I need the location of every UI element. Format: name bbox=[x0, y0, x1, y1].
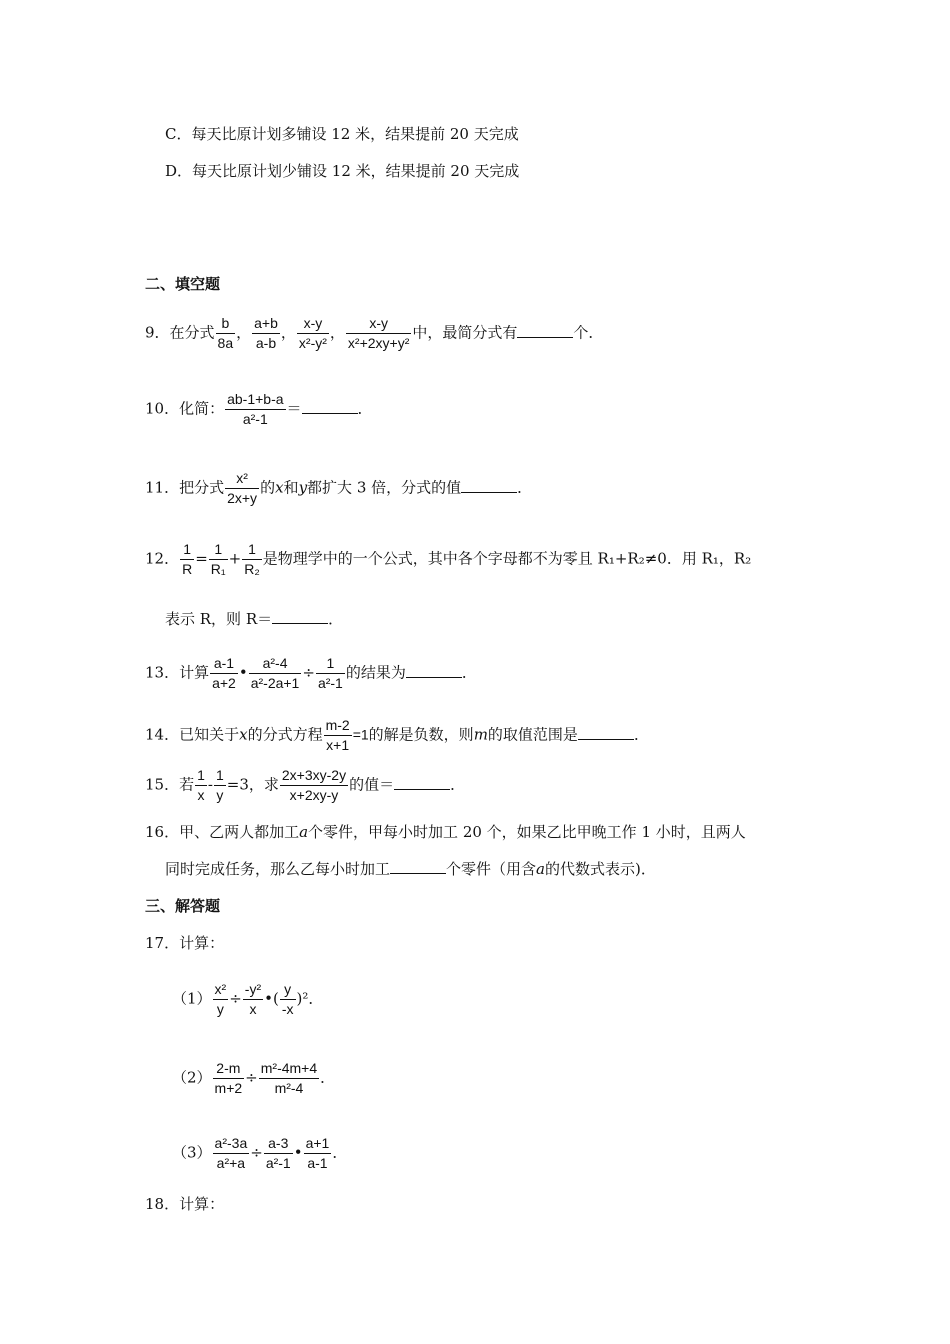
fraction: $\frac{x-y}{\text{x²+2xy+y²}}$ bbox=[347, 315, 410, 351]
question-17-title: 17．计算： bbox=[145, 934, 225, 952]
question-14: 14．已知关于x的分式方程 $\frac{m-2}{x+1}$ =1的解是负数，则m的取值范围是 ． bbox=[145, 717, 649, 753]
fraction: $\frac{\text{x²}}{2x+y}$ bbox=[227, 470, 258, 506]
fraction: $\frac{\text{a²-4}}{\text{a²-2a+1}}$ bbox=[250, 655, 300, 691]
fraction: $\frac{y}{-x}$ bbox=[281, 981, 294, 1017]
answer-blank bbox=[394, 775, 450, 790]
section-title-solve: 三、解答题 bbox=[145, 897, 221, 915]
question-12: 12． $\frac{1}{R}$ = $\frac{1}{\text{R₁}}$ + $\frac{1}{\text{R₂}}$ 是物理学中的一个公式，其中各个字母都不为零且 R₁+R₂≠0．用 R₁，R₂ bbox=[145, 541, 752, 577]
fraction: $\frac{\text{-y²}}{x}$ bbox=[244, 981, 262, 1017]
answer-blank bbox=[406, 663, 462, 678]
fraction: $\frac{a+1}{a-1}$ bbox=[305, 1135, 330, 1171]
option-d: D．每天比原计划少铺设 12 米，结果提前 20 天完成 bbox=[165, 162, 520, 180]
answer-blank bbox=[390, 859, 446, 874]
answer-blank bbox=[578, 725, 634, 740]
question-17-part-2: （2） $\frac{2-m}{m+2}$ ÷ $\frac{\text{m²-4m+4}}{\text{m²-4}}$ ． bbox=[172, 1060, 336, 1096]
option-c: C．每天比原计划多铺设 12 米，结果提前 20 天完成 bbox=[165, 125, 519, 143]
fraction: $\frac{x-y}{\text{x²-y²}}$ bbox=[298, 315, 327, 351]
fraction: $\frac{1}{y}$ bbox=[215, 767, 224, 803]
question-16: 16．甲、乙两人都加工a个零件，甲每小时加工 20 个，如果乙比甲晚工作 1 小时，且两人 bbox=[145, 823, 746, 841]
section-title-fill-blank: 二、填空题 bbox=[145, 275, 221, 293]
question-13: 13．计算 $\frac{a-1}{a+2}$ • $\frac{\text{a²-4}}{\text{a²-2a+1}}$ ÷ $\frac{1}{\text{a²-1}}$ 的结果为 ． bbox=[145, 655, 477, 691]
fraction: $\frac{1}{\text{R₁}}$ bbox=[210, 541, 226, 577]
fraction: $\frac{a-3}{\text{a²-1}}$ bbox=[265, 1135, 291, 1171]
fraction: $\frac{1}{\text{a²-1}}$ bbox=[317, 655, 343, 691]
answer-blank bbox=[302, 399, 358, 414]
answer-blank bbox=[517, 323, 573, 338]
fraction: $\frac{2-m}{m+2}$ bbox=[214, 1060, 243, 1096]
question-16-line2: 同时完成任务，那么乙每小时加工 个零件（用含a的代数式表示)． bbox=[165, 860, 656, 878]
question-15: 15．若 $\frac{1}{x}$ - $\frac{1}{y}$ =3，求 $\frac{2x+3xy-2y}{x+2xy-y}$ 的值＝ ． bbox=[145, 767, 466, 803]
fraction: $\frac{\text{x²}}{y}$ bbox=[214, 981, 227, 1017]
fraction: $\frac{1}{x}$ bbox=[197, 767, 205, 803]
fraction: $\frac{\text{a²-3a}}{\text{a²+a}}$ bbox=[214, 1135, 248, 1171]
fraction: $\frac{1}{R}$ bbox=[182, 541, 193, 577]
question-18-title: 18．计算： bbox=[145, 1195, 225, 1213]
answer-blank bbox=[272, 609, 328, 624]
fraction: $\frac{ab-1+b-a}{\text{a²-1}}$ bbox=[227, 391, 284, 427]
question-11: 11．把分式 $\frac{\text{x²}}{2x+y}$ 的x和y都扩大 3 倍，分式的值 ． bbox=[145, 470, 533, 506]
fraction: $\frac{b}{8a}$ bbox=[217, 315, 234, 351]
fraction: $\frac{1}{\text{R₂}}$ bbox=[244, 541, 260, 577]
fraction: $\frac{2x+3xy-2y}{x+2xy-y}$ bbox=[281, 767, 347, 803]
question-9: 9．在分式 $\frac{b}{8a}$ ， $\frac{a+b}{a-b}$ ， $\frac{x-y}{\text{x²-y²}}$ ， $\frac{x-y}{\text{x²+2xy+y²}}$ 中，最简分式有 个． bbox=[145, 315, 604, 351]
question-10: 10．化简： $\frac{ab-1+b-a}{\text{a²-1}}$ ＝ ． bbox=[145, 391, 373, 427]
fraction: $\frac{a-1}{a+2}$ bbox=[212, 655, 236, 691]
answer-blank bbox=[461, 478, 517, 493]
question-17-part-3: （3） $\frac{\text{a²-3a}}{\text{a²+a}}$ ÷ $\frac{a-3}{\text{a²-1}}$ • $\frac{a+1}{a-1}$ ． bbox=[172, 1135, 348, 1171]
question-17-part-1: （1） $\frac{\text{x²}}{y}$ ÷ $\frac{\text{-y²}}{x}$ •( $\frac{y}{-x}$ )²． bbox=[172, 981, 324, 1017]
fraction: $\frac{\text{m²-4m+4}}{\text{m²-4}}$ bbox=[260, 1060, 318, 1096]
question-12-line2: 表示 R，则 R＝ ． bbox=[165, 610, 344, 628]
fraction: $\frac{a+b}{a-b}$ bbox=[254, 315, 278, 351]
fraction: $\frac{m-2}{x+1}$ bbox=[325, 717, 350, 753]
